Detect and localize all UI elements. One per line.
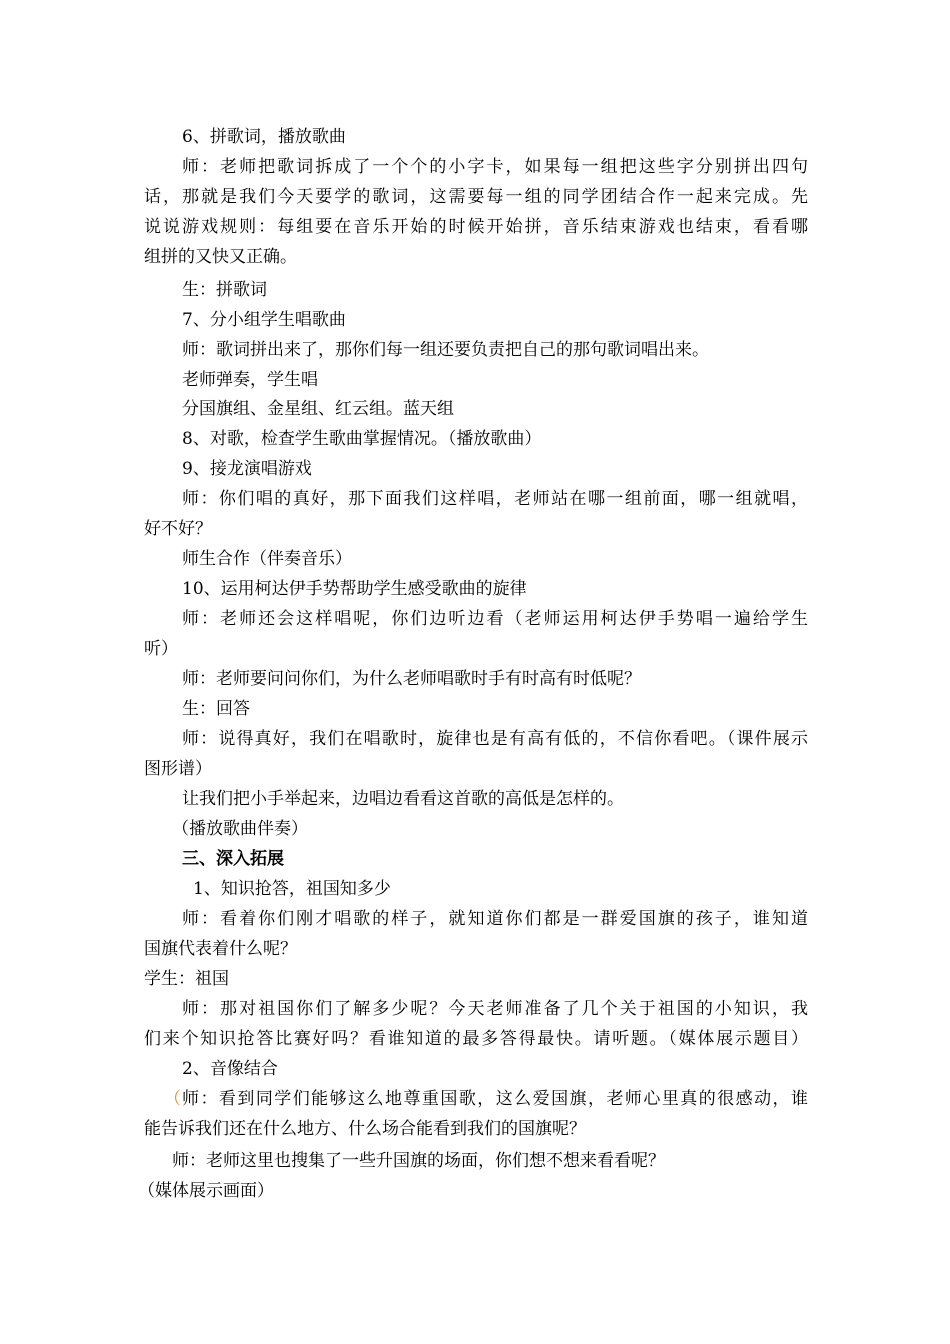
text-line: 说说游戏规则：每组要在音乐开始的时候开始拼，音乐结束游戏也结束，看看哪	[144, 217, 808, 237]
text-line: 师：看着你们刚才唱歌的样子，就知道你们都是一群爱国旗的孩子，谁知道	[182, 909, 808, 929]
text-line: 们来个知识抢答比赛好吗？看谁知道的最多答得最快。请听题。（媒体展示题目）	[144, 1029, 808, 1049]
text-line: 师：老师要问问你们，为什么老师唱歌时手有时高有时低呢？	[182, 669, 641, 689]
text-line: 师：老师这里也搜集了一些升国旗的场面，你们想不想来看看呢？	[172, 1151, 665, 1171]
text-line: 1、知识抢答，祖国知多少	[193, 879, 391, 899]
text-line: 话，那就是我们今天要学的歌词，这需要每一组的同学团结合作一起来完成。先	[144, 187, 808, 207]
text-line: 9、接龙演唱游戏	[182, 459, 312, 479]
text-line: 让我们把小手举起来，边唱边看看这首歌的高低是怎样的。	[182, 789, 624, 809]
text-line: 生：拼歌词	[182, 280, 267, 300]
text-line: （播放歌曲伴奏）	[172, 819, 308, 839]
text-line: 能告诉我们还在什么地方、什么场合能看到我们的国旗呢？	[144, 1119, 586, 1139]
text-line: 师：歌词拼出来了，那你们每一组还要负责把自己的那句歌词唱出来。	[182, 340, 709, 360]
text-line: 分国旗组、金星组、红云组。蓝天组	[182, 399, 454, 419]
text-line: 国旗代表着什么呢？	[144, 939, 297, 959]
text-line: 师：看到同学们能够这么地尊重国歌，这么爱国旗，老师心里真的很感动，谁	[182, 1089, 808, 1109]
text-line: 师生合作（伴奏音乐）	[182, 549, 352, 569]
text-line: 2、音像结合	[182, 1059, 278, 1079]
text-line: 7、分小组学生唱歌曲	[182, 310, 346, 330]
text-line: 好不好？	[144, 519, 212, 539]
text-line: 生：回答	[182, 699, 250, 719]
text-line: 师：老师把歌词拆成了一个个的小字卡，如果每一组把这些字分别拼出四句	[182, 157, 808, 177]
text-line: 8、对歌，检查学生歌曲掌握情况。（播放歌曲）	[182, 429, 542, 449]
text-line: （媒体展示画面）	[138, 1181, 274, 1201]
text-line: 师：说得真好，我们在唱歌时，旋律也是有高有低的，不信你看吧。（课件展示	[182, 729, 808, 749]
text-line: 听）	[144, 639, 178, 659]
section-heading: 三、深入拓展	[182, 849, 284, 869]
text-line: 老师弹奏，学生唱	[182, 370, 318, 390]
text-line: 师：你们唱的真好，那下面我们这样唱，老师站在哪一组前面，哪一组就唱，	[182, 489, 808, 509]
text-line: 师：老师还会这样唱呢，你们边听边看（老师运用柯达伊手势唱一遍给学生	[182, 609, 808, 629]
orange-bracket-mark: （	[164, 1089, 181, 1109]
text-line: 图形谱）	[144, 759, 212, 779]
text-line: 组拼的又快又正确。	[144, 247, 297, 267]
text-line: 学生：祖国	[144, 969, 229, 989]
text-line: 10、运用柯达伊手势帮助学生感受歌曲的旋律	[182, 579, 527, 599]
text-line: 6、拼歌词，播放歌曲	[182, 127, 346, 147]
text-line: 师：那对祖国你们了解多少呢？今天老师准备了几个关于祖国的小知识，我	[182, 999, 808, 1019]
